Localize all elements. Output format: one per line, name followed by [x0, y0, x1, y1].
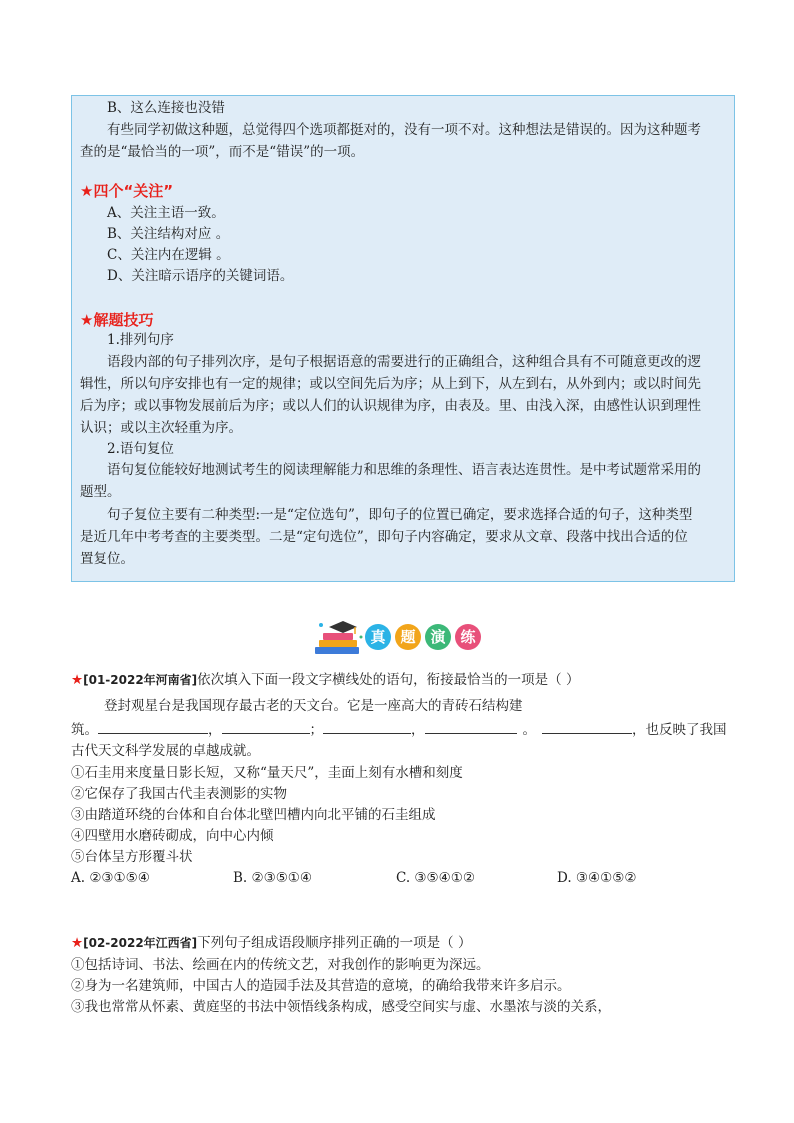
sentence-item: ③我也常常从怀素、黄庭坚的书法中领悟线条构成，感受空间实与虚、水墨浓与淡的关系， — [71, 999, 611, 1015]
passage-text: 筑。 — [71, 722, 98, 738]
section-heading-tips: ★解题技巧 — [80, 311, 154, 329]
question-tag: [01-2022年河南省] — [83, 673, 198, 687]
sentence-item: ②身为一名建筑师，中国古人的造园手法及其营造的意境，的确给我带来许多启示。 — [71, 978, 571, 994]
question-stem: 依次填入下面一段文字横线处的语句，衔接最恰当的一项是（ ） — [197, 672, 580, 688]
banner-char: 题 — [395, 624, 421, 650]
passage-text: ， — [411, 722, 425, 738]
blank-5 — [542, 719, 632, 734]
passage-text: ； — [309, 722, 323, 738]
passage-text: ，也反映了我国 — [632, 722, 727, 738]
blank-1 — [98, 719, 208, 734]
sentence-item: ④四壁用水磨砖砌成，向中心内倾 — [71, 828, 274, 844]
option-a[interactable]: A. ②③①⑤④ — [71, 870, 150, 886]
focus-item: D、关注暗示语序的关键词语。 — [107, 268, 294, 284]
tips-line: 是近几年中考考查的主要类型。二是“定句选位”，即句子内容确定，要求从文章、段落中找出合适的位 — [80, 529, 688, 545]
option-d[interactable]: D. ③④①⑤② — [557, 870, 637, 886]
section-banner — [313, 617, 483, 657]
star-icon: ★ — [71, 672, 84, 688]
passage-line-blanks — [71, 719, 727, 740]
tips-line: 辑性，所以句序安排也有一定的规律；或以空间先后为序；从上到下，从左到右，从外到内；或以时间先 — [80, 376, 701, 392]
passage-text: ， — [208, 722, 222, 738]
sentence-item: ②它保存了我国古代圭表测影的实物 — [71, 786, 287, 802]
passage-line: 古代天文科学发展的卓越成就。 — [71, 743, 260, 759]
option-c[interactable]: C. ③⑤④①② — [396, 870, 475, 886]
banner-char: 演 — [425, 624, 451, 650]
banner-char: 真 — [365, 624, 391, 650]
passage-text: 。 — [522, 722, 536, 738]
focus-item: B、关注结构对应 。 — [107, 226, 230, 242]
blank-4 — [425, 719, 517, 734]
tips-line: 1.排列句序 — [107, 332, 174, 348]
sentence-item: ①石圭用来度量日影长短，又称“量天尺”，圭面上刻有水槽和刻度 — [71, 765, 463, 781]
tips-line: 语段内部的句子排列次序，是句子根据语意的需要进行的正确组合，这种组合具有不可随意更改的逻 — [107, 354, 701, 370]
books-illustration-icon — [313, 617, 365, 657]
tips-line: 置复位。 — [80, 551, 134, 567]
tips-line: 句子复位主要有二种类型:一是“定位选句”，即句子的位置已确定，要求选择合适的句子，这种类型 — [107, 507, 693, 523]
focus-item: C、关注内在逻辑 。 — [107, 247, 230, 263]
tips-line: 后为序；或以事物发展前后为序；或以人们的认识规律为序，由表及。里、由浅入深，由感性认识到理性 — [80, 398, 701, 414]
sentence-item: ③由踏道环绕的台体和自台体北壁凹槽内向北平铺的石圭组成 — [71, 807, 436, 823]
tips-line: 语句复位能较好地测试考生的阅读理解能力和思维的条理性、语言表达连贯性。是中考试题常采用的 — [107, 462, 701, 478]
focus-item: A、关注主语一致。 — [107, 205, 225, 221]
tips-line: 查的是“最恰当的一项”，而不是“错误”的一项。 — [80, 144, 365, 160]
star-icon: ★ — [71, 935, 84, 951]
passage-line: 登封观星台是我国现存最古老的天文台。它是一座高大的青砖石结构建 — [104, 698, 523, 714]
question-tag: [02-2022年江西省] — [83, 936, 198, 950]
tips-line: 认识；或以主次轻重为序。 — [80, 420, 242, 436]
sentence-item: ⑤台体呈方形覆斗状 — [71, 849, 193, 865]
tips-line: B、这么连接也没错 — [107, 100, 225, 116]
option-b[interactable]: B. ②③⑤①④ — [233, 870, 313, 886]
tips-line: 题型。 — [80, 484, 121, 500]
question-stem: 下列句子组成语段顺序排列正确的一项是（ ） — [197, 935, 472, 951]
blank-3 — [323, 719, 411, 734]
blank-2 — [222, 719, 310, 734]
section-heading-focus: ★四个“关注” — [80, 182, 174, 200]
banner-char: 练 — [455, 624, 481, 650]
banner-title — [365, 617, 485, 646]
question-1-header — [71, 670, 579, 690]
question-2-header — [71, 933, 471, 953]
tips-line: 2.语句复位 — [107, 441, 174, 457]
sentence-item: ①包括诗词、书法、绘画在内的传统文艺，对我创作的影响更为深远。 — [71, 957, 490, 973]
tips-line: 有些同学初做这种题，总觉得四个选项都挺对的，没有一项不对。这种想法是错误的。因为这种题考 — [107, 122, 701, 138]
